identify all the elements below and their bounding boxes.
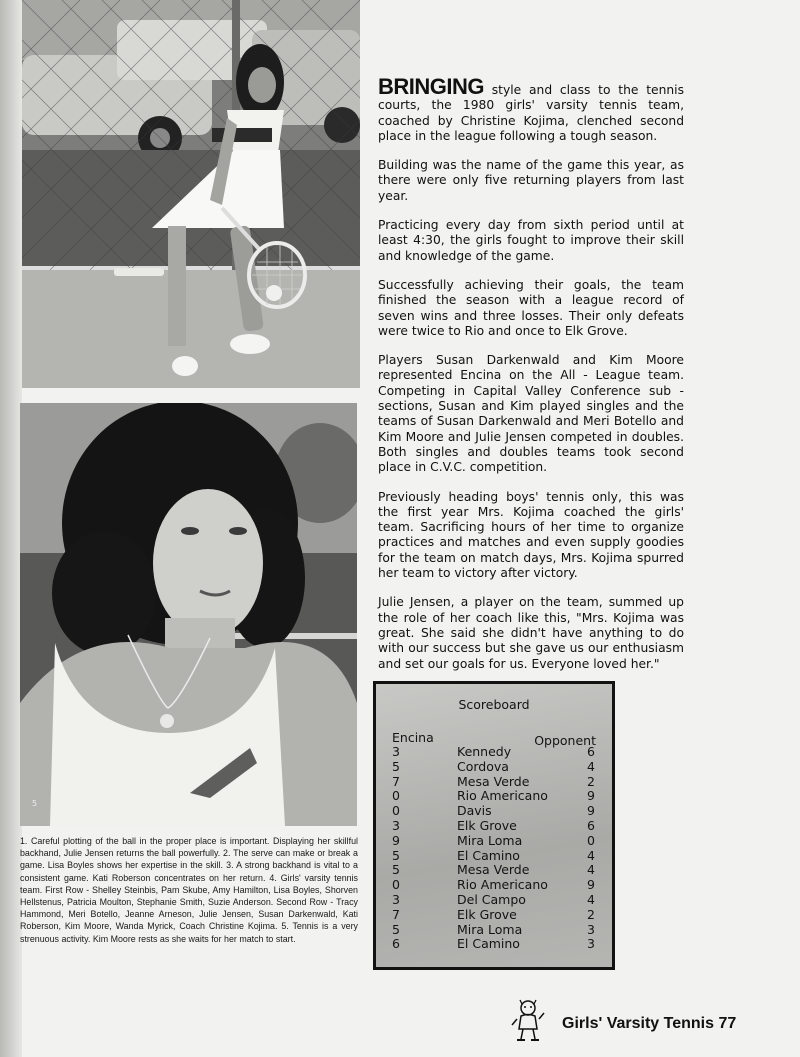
- encina-score: 9: [392, 832, 400, 848]
- scoreboard-row: [392, 775, 598, 790]
- mascot-logo-icon: [509, 999, 547, 1043]
- opponent-score: 4: [587, 847, 595, 863]
- opponent-score: 3: [587, 936, 595, 952]
- opponent-name: Elk Grove: [457, 906, 517, 922]
- scoreboard-row: [392, 878, 598, 893]
- scoreboard-row: [392, 834, 598, 849]
- photo-tennis-serve: [22, 0, 360, 388]
- opponent-name: El Camino: [457, 936, 520, 952]
- article-paragraph: Practicing every day from sixth period until at least 4:30, the girls fought to improve their skill and knowledge of the game.: [378, 218, 684, 263]
- photo-kim-moore-portrait: [20, 403, 357, 826]
- encina-score: 5: [392, 847, 400, 863]
- opponent-name: Kennedy: [457, 744, 512, 759]
- encina-score: 0: [392, 877, 400, 893]
- scoreboard-row: [392, 789, 598, 804]
- opponent-score: 6: [587, 817, 595, 833]
- opponent-name: Rio Americano: [457, 877, 548, 893]
- opponent-name: Elk Grove: [457, 817, 517, 833]
- scoreboard-row: [392, 937, 598, 952]
- article-lead-text: style and class to the tennis courts, the 1980 girls' varsity tennis team, coached by Christine Kojima, clenched second place in the league following a tough season.: [378, 83, 684, 143]
- article-paragraph: Previously heading boys' tennis only, this was the first year Mrs. Kojima coached the girls' team. Sacrificing hours of her time to organize practices and matches and even supply goodies for the team on match days, Mrs. Kojima spurred her team to victory after victory.: [378, 489, 684, 581]
- scoreboard-row: [392, 819, 598, 834]
- scoreboard-row: [392, 760, 598, 775]
- scoreboard-row: [392, 745, 598, 760]
- photo-caption: 1. Careful plotting of the ball in the proper place is important. Displaying her skillful backhand, Julie Jensen returns the ball powerfully. 2. The serve can make or break a game. Lisa Boyles shows her expertise in the skill. 3. A strong backhand is vital to a consistent game. Kati Roberson concentrates on her return. 4. Girls' varsity tennis team. First Row - Shelley Steinbis, Pam Skube, Amy Hamilton, Lisa Boyles, Shorven Hellstenus, Patricia Moulton, Stephanie Smith, Suzie Anderson. Second Row - Tracy Hammond, Meri Botello, Jeanne Arneson, Julie Jensen, Susan Darkenwald, Kati Roberson, Kim Moore, Wanda Myrick, Coach Christine Kojima. 5. Tennis is a very strenuous activity. Kim Moore rests as she waits for her match to start.: [20, 836, 358, 944]
- encina-score: 3: [392, 744, 400, 759]
- article-paragraph: [378, 74, 684, 144]
- scoreboard-row: [392, 908, 598, 923]
- opponent-score: 2: [587, 906, 595, 922]
- opponent-name: Cordova: [457, 758, 509, 774]
- scoreboard-row: [392, 804, 598, 819]
- encina-score: 0: [392, 788, 400, 804]
- opponent-name: Mira Loma: [457, 921, 523, 937]
- opponent-name: Mira Loma: [457, 832, 523, 848]
- scoreboard-opponent-header: Opponent: [534, 733, 596, 748]
- opponent-score: 4: [587, 891, 595, 907]
- opponent-score: 0: [587, 832, 595, 848]
- article-paragraph: Players Susan Darkenwald and Kim Moore represented Encina on the All - League team. Competing in Capital Valley Conference sub - sections, Susan and Kim played singles and the teams of Susan Darkenwald and Meri Botello and Kim Moore and Julie Jensen competed in doubles. Both singles and doubles teams took second place in C.V.C. competition.: [378, 353, 684, 475]
- opponent-score: 2: [587, 773, 595, 789]
- encina-score: 6: [392, 936, 400, 952]
- encina-score: 5: [392, 921, 400, 937]
- photo-number-label: 5: [32, 799, 38, 808]
- encina-score: 5: [392, 862, 400, 878]
- page-spine-shadow: [0, 0, 22, 1057]
- opponent-score: 6: [587, 744, 595, 759]
- scoreboard-row: [392, 893, 598, 908]
- opponent-name: Mesa Verde: [457, 773, 530, 789]
- opponent-name: Del Campo: [457, 891, 526, 907]
- article-body: [378, 74, 684, 686]
- encina-score: 0: [392, 803, 400, 819]
- opponent-score: 4: [587, 758, 595, 774]
- encina-score: 7: [392, 906, 400, 922]
- article-paragraph: Successfully achieving their goals, the team finished the season with a league record of seven wins and three losses. Their only defeats were twice to Rio and once to Elk Grove.: [378, 277, 684, 338]
- scoreboard-row: [392, 863, 598, 878]
- scoreboard-box: [373, 681, 615, 970]
- article-paragraph: Julie Jensen, a player on the team, summed up the role of her coach like this, "Mrs. Kojima was great. She said she didn't have anything to do with our success but she gave us our enthusiasm and set our goals for us. Everyone loved her.": [378, 595, 684, 671]
- scoreboard-row: [392, 923, 598, 938]
- opponent-score: 9: [587, 788, 595, 804]
- article-paragraph: Building was the name of the game this year, as there were only five returning players from last year.: [378, 158, 684, 203]
- encina-score: 5: [392, 758, 400, 774]
- scoreboard-encina-header: Encina: [392, 730, 434, 745]
- encina-score: 7: [392, 773, 400, 789]
- article-lead-word: BRINGING: [378, 74, 484, 99]
- encina-score: 3: [392, 891, 400, 907]
- encina-score: 3: [392, 817, 400, 833]
- opponent-score: 9: [587, 803, 595, 819]
- opponent-score: 3: [587, 921, 595, 937]
- opponent-name: Davis: [457, 803, 492, 819]
- page-footer-title: Girls' Varsity Tennis 77: [562, 1015, 737, 1032]
- scoreboard-title: Scoreboard: [458, 697, 530, 712]
- scoreboard-row: [392, 849, 598, 864]
- opponent-name: Rio Americano: [457, 788, 548, 804]
- opponent-name: El Camino: [457, 847, 520, 863]
- opponent-name: Mesa Verde: [457, 862, 530, 878]
- opponent-score: 4: [587, 862, 595, 878]
- opponent-score: 9: [587, 877, 595, 893]
- scoreboard-rows: [392, 745, 598, 952]
